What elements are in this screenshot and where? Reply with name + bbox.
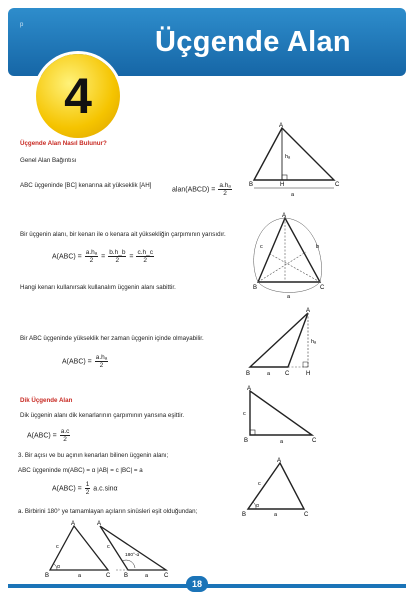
statement-sine-area: 3. Bir açısı ve bu açının kenarları bilinen üçgenin alanı; xyxy=(18,452,169,459)
foot-label-h: H xyxy=(280,182,285,188)
fraction-denominator: 2 xyxy=(115,257,120,264)
formula-outside-altitude xyxy=(62,354,109,369)
right-angle-mark xyxy=(282,175,287,180)
formula-sine-area xyxy=(52,481,118,496)
formula-lhs: A(ABC) = xyxy=(27,432,57,440)
vertex-label-c: C xyxy=(335,182,340,188)
figure-triangle-three-altitudes xyxy=(250,210,330,300)
side-label-a: a xyxy=(267,371,271,377)
statement-right-triangle: Dik üçgenin alanı dik kenarlarının çarpımının yarısına eşittir. xyxy=(20,412,185,419)
side-label-a: a xyxy=(287,294,291,300)
fraction-denominator: 2 xyxy=(85,489,90,496)
subheading-general-area: Genel Alan Bağıntısı xyxy=(20,157,77,164)
vertex-label-c: C xyxy=(320,285,325,291)
vertex-label-b: B xyxy=(45,573,50,578)
fraction-denominator: 2 xyxy=(89,257,94,264)
fraction-denominator: 2 xyxy=(143,257,148,264)
formula-lhs: A(ABC) = xyxy=(52,485,82,493)
formula-three-heights xyxy=(52,249,155,264)
statement-outside-altitude: Bir ABC üçgeninde yükseklik her zaman üçgenin içinde olmayabilir. xyxy=(20,335,204,342)
side-label-b: b xyxy=(316,244,320,250)
formula-lhs: A(ABC) = xyxy=(62,358,92,366)
vertex-label-b: B xyxy=(244,438,249,444)
vertex-label-b: B xyxy=(246,371,251,377)
vertex-label-c: C xyxy=(106,573,111,578)
fraction-numerator: b.h_b xyxy=(109,249,126,256)
statement-supplementary-sine: a. Birbirini 180° ye tamamlayan açıların sinüsleri eşit olduğundan; xyxy=(18,508,198,515)
given-values: ABC üçgeninde m(ABC) = α |AB| = c |BC| = a xyxy=(18,467,143,474)
fraction-numerator: a.hₐ xyxy=(95,354,108,361)
foot-label-h: H xyxy=(306,371,311,377)
formula-right-triangle xyxy=(27,428,71,443)
equals-sign: = xyxy=(129,253,134,261)
fraction-numerator: c.h_c xyxy=(137,249,154,256)
vertex-label-a: A xyxy=(279,123,284,129)
formula-lhs: A(ABC) = xyxy=(52,253,82,261)
page-number: 18 xyxy=(186,576,208,592)
angle-label-alpha: α xyxy=(57,564,60,570)
triangle-abc xyxy=(250,391,312,435)
side-label-a: a xyxy=(78,573,82,578)
side-label-c: c xyxy=(56,544,59,550)
fraction-denominator: 2 xyxy=(99,362,104,369)
side-label-c: c xyxy=(260,244,263,250)
fraction xyxy=(60,428,71,443)
fraction-b xyxy=(108,249,126,264)
statement-area-constant: Hangi kenarı kullanırsak kullanalım üçgenin alanı sabittir. xyxy=(20,284,176,291)
fraction-denominator: 2 xyxy=(223,190,227,197)
statement-altitude: ABC üçgeninde [BC] kenarına ait yükseklik [AH] xyxy=(20,182,152,189)
fraction-numerator: a.hₐ xyxy=(85,249,98,256)
vertex-label-a: A xyxy=(306,308,311,314)
angle-label-alpha: α xyxy=(256,503,259,509)
right-angle-mark xyxy=(303,362,308,367)
statement-area-definition: Bir üçgenin alanı, bir kenarı ile o kenara ait yüksekliğin çarpımının yarısıdır. xyxy=(20,231,226,238)
triangle-abc xyxy=(258,218,320,282)
side-label-a: a xyxy=(291,192,295,198)
side-label-c: c xyxy=(258,481,261,487)
vertex-label-c: C xyxy=(164,573,169,578)
figure-sine-triangle xyxy=(240,455,320,517)
figure-triangle-altitude xyxy=(242,120,342,200)
vertex-label-c: C xyxy=(285,371,290,377)
side-label-a: a xyxy=(280,439,284,445)
fraction-c xyxy=(136,249,154,264)
side-label-a: a xyxy=(145,573,149,578)
side-label-c: c xyxy=(107,544,110,550)
altitude-label: hₐ xyxy=(311,339,317,345)
right-angle-mark xyxy=(250,430,255,435)
vertex-label-a: A xyxy=(277,458,282,464)
vertex-label-a: A xyxy=(71,521,76,527)
triangle-abc xyxy=(254,128,334,180)
vertex-label-b: B xyxy=(124,573,129,578)
fraction xyxy=(218,182,231,197)
vertex-label-c: C xyxy=(304,512,309,517)
fraction-denominator: 2 xyxy=(63,436,67,443)
fraction xyxy=(85,481,91,496)
fraction xyxy=(95,354,108,369)
fraction-numerator: a.hₐ xyxy=(219,182,231,189)
altitude-line xyxy=(258,252,306,282)
page-title: Üçgende Alan xyxy=(155,26,351,58)
vertex-label-a: A xyxy=(247,386,252,392)
vertex-label-b: B xyxy=(249,182,254,188)
triangle-abc xyxy=(250,313,308,367)
side-arc-a xyxy=(258,282,320,293)
angle-label-supplementary: 180°-α xyxy=(125,553,140,558)
vertex-label-b: B xyxy=(242,512,247,517)
vertex-label-c: C xyxy=(312,438,317,444)
equals-sign: = xyxy=(101,253,106,261)
vertex-label-a: A xyxy=(282,213,287,219)
chapter-number: 4 xyxy=(64,68,92,124)
section-heading-general: Üçgende Alan Nasıl Bulunur? xyxy=(20,140,107,147)
fraction-numerator: 1 xyxy=(85,481,90,488)
fraction-a xyxy=(85,249,98,264)
section-heading-right-triangle: Dik Üçgende Alan xyxy=(20,397,73,404)
vertex-label-a: A xyxy=(97,521,102,527)
side-label-c: c xyxy=(243,411,246,417)
side-label-a: a xyxy=(274,512,278,517)
vertex-label-b: B xyxy=(253,285,258,291)
chapter-badge xyxy=(36,54,120,138)
figure-obtuse-triangle xyxy=(240,305,330,380)
altitude-label: hₐ xyxy=(285,154,291,160)
corner-mark: p xyxy=(20,22,24,28)
figure-supplementary-triangles xyxy=(44,520,172,578)
fraction-numerator: a.c xyxy=(60,428,70,435)
figure-right-triangle xyxy=(240,385,330,447)
formula-general-area xyxy=(172,182,233,197)
formula-rest: a.c.sinα xyxy=(93,485,118,493)
formula-lhs: alan(ABCD) = xyxy=(172,186,216,194)
